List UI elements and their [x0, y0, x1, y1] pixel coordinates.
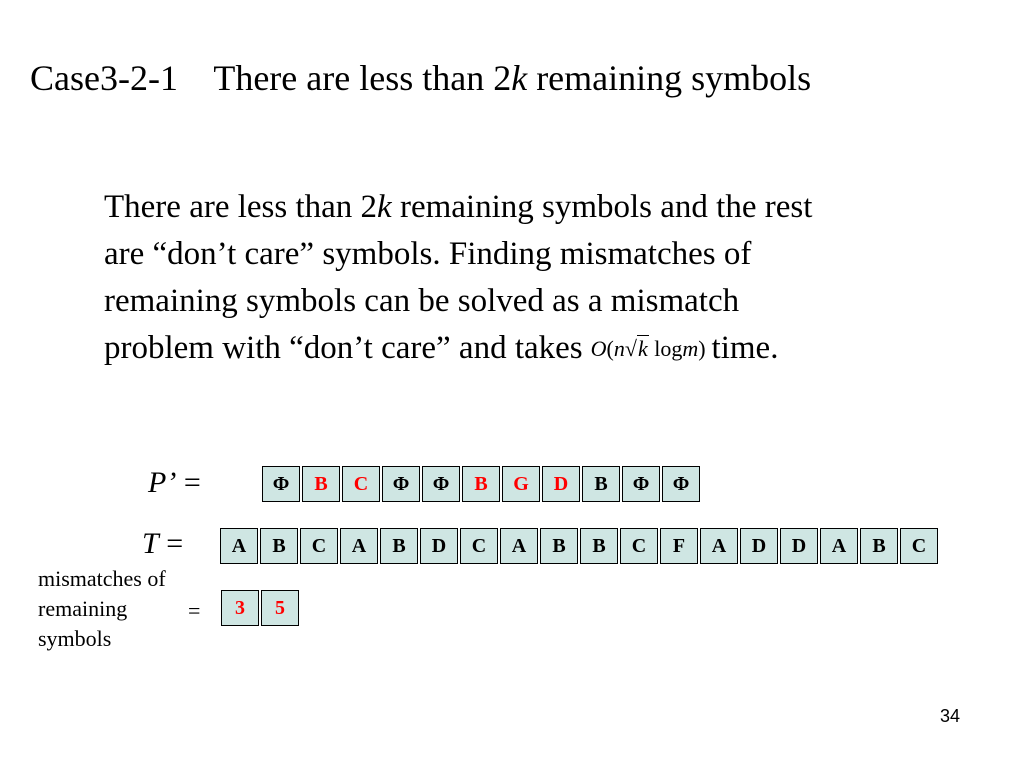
body-line-4-post: time. — [711, 330, 779, 366]
text-cell: B — [380, 528, 418, 564]
text-cell: B — [580, 528, 618, 564]
p-prime-label — [148, 466, 201, 500]
text-cell: A — [700, 528, 738, 564]
pattern-row — [262, 466, 702, 502]
text-cell: B — [860, 528, 898, 564]
text-cell: A — [220, 528, 258, 564]
pattern-cell: C — [342, 466, 380, 502]
formula-open-paren: ( — [606, 336, 614, 361]
pattern-cell: B — [462, 466, 500, 502]
pattern-cell: D — [542, 466, 580, 502]
formula-close-paren: ) — [698, 336, 706, 361]
body-line-1-pre: There are less than 2 — [104, 189, 378, 225]
mismatch-eq: = — [188, 598, 201, 623]
text-cell: C — [460, 528, 498, 564]
body-line-1 — [104, 184, 984, 231]
body-paragraph — [104, 184, 984, 372]
pattern-cell: B — [582, 466, 620, 502]
text-cell: D — [420, 528, 458, 564]
formula-O: O — [590, 336, 607, 361]
sqrt-symbol — [625, 325, 649, 372]
complexity-formula — [591, 325, 706, 372]
text-cell: C — [300, 528, 338, 564]
formula-log: log — [648, 336, 683, 361]
title-text-pre: There are less than 2 — [213, 58, 512, 98]
pattern-cell: Φ — [262, 466, 300, 502]
pattern-cell: Φ — [422, 466, 460, 502]
text-cell: C — [620, 528, 658, 564]
case-label: Case3-2-1 — [30, 58, 178, 98]
text-cell: A — [340, 528, 378, 564]
page-number: 34 — [940, 706, 961, 726]
pattern-cell: B — [302, 466, 340, 502]
pattern-cell: Φ — [382, 466, 420, 502]
t-var: T — [142, 527, 159, 560]
mismatch-cell: 5 — [261, 590, 299, 626]
body-line-4-pre: problem with “don’t care” and takes — [104, 330, 583, 366]
body-line-4 — [104, 325, 984, 372]
body-line-2: are “don’t care” symbols. Finding mismatches of — [104, 236, 752, 272]
pattern-cell: G — [502, 466, 540, 502]
formula-k: k — [637, 336, 648, 361]
pattern-cell: Φ — [662, 466, 700, 502]
mismatch-row — [221, 590, 301, 626]
t-label — [142, 527, 183, 561]
text-row — [220, 528, 940, 564]
text-cell: A — [820, 528, 858, 564]
p-prime-var: P’ — [148, 466, 177, 499]
body-line-1-k: k — [377, 189, 392, 225]
mismatch-label-line-2: remaining — [38, 596, 128, 621]
title-text-post: remaining symbols — [527, 58, 812, 98]
body-line-3: remaining symbols can be solved as a mismatch — [104, 283, 740, 319]
mismatch-label — [38, 564, 166, 654]
text-cell: D — [740, 528, 778, 564]
pattern-cell: Φ — [622, 466, 660, 502]
mismatch-label-line-3: symbols — [38, 626, 112, 651]
mismatch-cell: 3 — [221, 590, 259, 626]
formula-n: n — [613, 336, 625, 361]
text-cell: B — [260, 528, 298, 564]
formula-m: m — [682, 336, 699, 361]
mismatch-label-line-1: mismatches of — [38, 566, 166, 591]
text-cell: A — [500, 528, 538, 564]
sqrt-sign: √ — [624, 336, 637, 361]
text-cell: D — [780, 528, 818, 564]
t-eq: = — [158, 527, 184, 560]
body-line-1-post: remaining symbols and the rest — [391, 189, 813, 225]
text-cell: B — [540, 528, 578, 564]
text-cell: C — [900, 528, 938, 564]
slide-title — [30, 56, 811, 100]
title-k: k — [511, 58, 528, 98]
text-cell: F — [660, 528, 698, 564]
p-prime-eq: = — [176, 466, 201, 499]
